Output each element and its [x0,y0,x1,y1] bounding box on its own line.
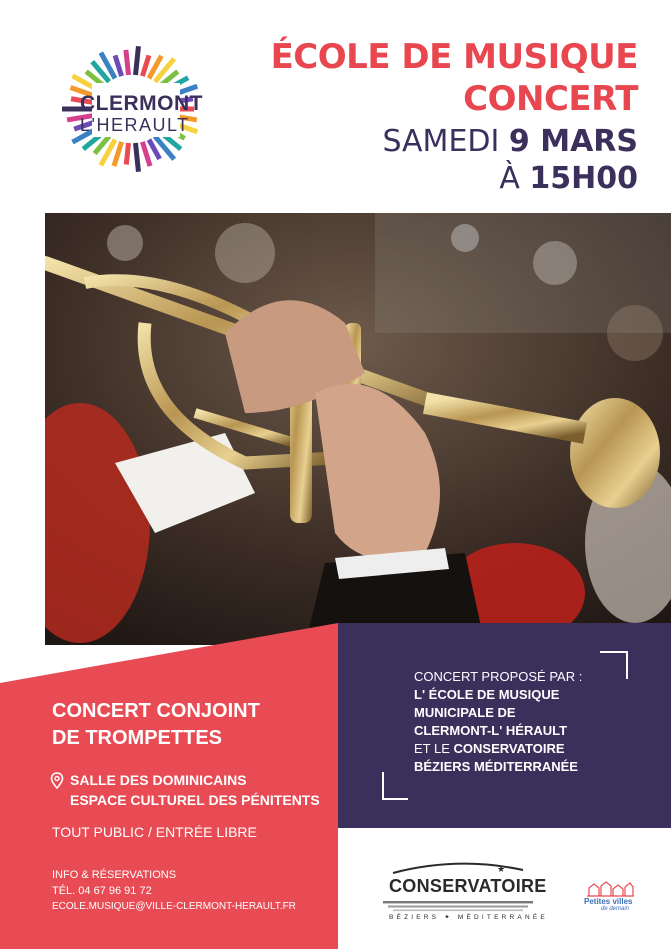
organizer-line-4 [414,740,565,757]
logo-ray [142,142,150,166]
date-value: 9 MARS [508,124,638,159]
info-title: INFO & RÉSERVATIONS [52,869,177,881]
organizer-line-4-prefix: ET LE [414,741,454,756]
petites-villes-logo-icon [585,878,635,898]
petites-villes-line-1: Petites villes [584,897,633,906]
conservatoire-name: CONSERVATOIRE [389,876,547,896]
venue-name: SALLE DES DOMINICAINS [70,772,247,788]
logo-text-clermont: CLERMONT [80,92,203,115]
logo-ray [114,142,122,166]
event-time [499,162,638,196]
info-email[interactable]: ECOLE.MUSIQUE@VILLE-CLERMONT-HERAULT.FR [52,901,296,912]
frame-corner-bottom-left [382,772,408,800]
title-line-1: ÉCOLE DE MUSIQUE [270,37,638,77]
event-date [382,125,638,159]
organizer-line-2: MUNICIPALE DE [414,705,516,720]
petites-villes-line-2: de demain [601,906,630,912]
logo-ray [142,55,149,76]
concert-title-line-1: CONCERT CONJOINT [52,700,260,722]
trumpet-photo [45,213,671,645]
logo-text-herault: L'HERAULT [80,115,190,135]
logo-ray [115,55,122,76]
date-prefix: SAMEDI [382,124,509,159]
organizer-line-1: L' ÉCOLE DE MUSIQUE [414,687,560,702]
organizer-line-3: CLERMONT-L' HÉRAULT [414,723,568,738]
concert-title-line-2: DE TROMPETTES [52,727,223,749]
info-phone[interactable]: TÉL. 04 67 96 91 72 [52,885,152,897]
time-prefix: À [499,161,530,196]
organizer-line-4-bold: CONSERVATOIRE [453,741,565,756]
organizers-intro: CONCERT PROPOSÉ PAR : [414,669,583,684]
frame-corner-top-right [600,651,628,679]
location-pin-icon [50,772,64,790]
logo-ray [136,143,139,172]
logo-ray [126,143,128,165]
time-value: 15H00 [529,161,638,196]
svg-text:★: ★ [497,864,506,874]
title-line-2: CONCERT [463,79,638,119]
venue-subtitle: ESPACE CULTUREL DES PÉNITENTS [70,792,320,808]
organizer-line-5: BÉZIERS MÉDITERRANÉE [414,759,578,774]
conservatoire-subtitle: BÉZIERS ✦ MÉDITERRANÉE [389,914,548,921]
logo-ray [136,46,139,75]
logo-ray [126,50,129,75]
audience-info: TOUT PUBLIC / ENTRÉE LIBRE [52,824,257,840]
